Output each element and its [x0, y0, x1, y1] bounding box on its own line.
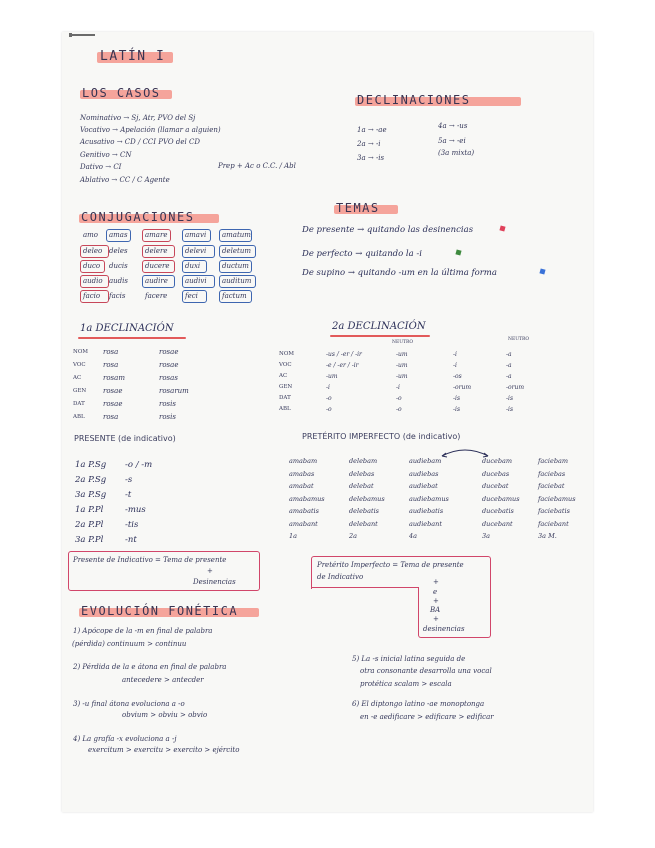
neutro-label: NEUTRO [508, 337, 530, 342]
verb-form: delebas [349, 469, 375, 478]
conj-form: delevi [185, 247, 207, 255]
evolucion-item-line: antecedere > antecder [122, 676, 204, 684]
case-label: DAT [73, 401, 85, 407]
case-ending: rosae [103, 387, 123, 395]
conj-form: duco [83, 262, 101, 270]
person-ending: -mus [125, 505, 146, 515]
case-ending: -i [326, 384, 330, 391]
verb-form: audiebant [409, 519, 442, 528]
case-label: GEN [73, 388, 87, 394]
case-ending: -um [326, 373, 338, 380]
evolucion-heading: EVOLUCIÓN FONÉTICA [81, 604, 239, 618]
caso-line: Acusativo → CD / CCI PVO del CD [80, 138, 200, 146]
formula-ba: BA [430, 606, 441, 614]
case-ending: rosarum [159, 387, 189, 395]
decl1-underline [78, 337, 186, 339]
case-ending: -a [506, 362, 512, 369]
evolucion-item-line: 2) Pérdida de la e átona en final de palabra [73, 663, 227, 671]
evolucion-item-line: en -e aedificare > edificare > edificar [360, 713, 494, 721]
verb-form: delebam [349, 457, 378, 465]
tema-line: De presente → quitando las desinencias [302, 225, 474, 235]
verb-form: amabatis [289, 507, 319, 515]
verb-form: ducebatis [482, 507, 514, 515]
notebook-page [62, 32, 593, 812]
case-ending: -o [396, 395, 402, 402]
evolucion-item-line: 4) La grafía -x evoluciona a -j [73, 735, 177, 743]
formula-desinencias: desinencias [423, 625, 465, 633]
verb-form: faciebam [538, 457, 569, 465]
case-ending: -a [506, 351, 512, 358]
case-ending: -is [506, 406, 514, 413]
decl2-heading: 2a DECLINACIÓN [332, 321, 426, 332]
caso-line: Ablativo → CC / C Agente [80, 176, 170, 184]
verb-form: faciebatis [538, 507, 570, 515]
case-label: VOC [279, 362, 292, 368]
form-circle [182, 290, 207, 303]
conj-form: delere [145, 247, 168, 255]
person-label: 3a P.Pl [75, 535, 104, 545]
caso-line: Vocativo → Apelación (llamar a alguien) [80, 126, 221, 134]
verb-form: amabant [289, 519, 318, 528]
case-label: ABL [73, 414, 85, 420]
declinaciones-heading: DECLINACIONES [357, 93, 471, 107]
verb-form: audiebas [409, 469, 439, 478]
case-ending: -um [396, 373, 408, 380]
formula-box-edge [311, 587, 419, 588]
conj-form: amas [109, 231, 128, 239]
presente-formula-line: Presente de Indicativo = Tema de presente [73, 556, 227, 564]
conj-form: audio [83, 277, 103, 285]
case-label: AC [279, 373, 288, 379]
formula-plus: + [433, 615, 439, 623]
form-circle [219, 229, 252, 242]
case-label: NOM [73, 349, 88, 355]
person-ending: -o / -m [125, 460, 153, 470]
form-circle [142, 260, 175, 273]
evolucion-item-line: otra consonante desarrolla una vocal [360, 667, 492, 675]
case-ending: -e / -er / -ir [326, 362, 359, 369]
verb-form: audiebat [409, 482, 438, 490]
verb-form: ducebamus [482, 494, 520, 503]
case-ending: -us / -er / -ir [326, 351, 362, 358]
verb-form: ducebas [482, 469, 510, 478]
verb-form: amabam [289, 457, 318, 465]
verb-form: faciebat [538, 482, 565, 490]
imperfecto-heading: PRETÉRITO IMPERFECTO (de indicativo) [302, 432, 461, 441]
case-label: ABL [279, 406, 291, 412]
conj-form: facio [83, 292, 101, 300]
evolucion-item-line: 6) El diptongo latino -ae monoptonga [352, 700, 485, 708]
case-ending: -um [396, 362, 408, 369]
case-ending: -orum [453, 384, 472, 391]
evolucion-item-line: 1) Apócope de la -m en final de palabra [73, 627, 213, 635]
conj-form: audis [109, 277, 128, 285]
case-ending: rosam [103, 374, 125, 382]
case-label: DAT [279, 395, 291, 401]
conj-form: facere [145, 292, 168, 300]
person-label: 3a P.Sg [75, 490, 107, 500]
verb-form: faciebas [538, 469, 566, 478]
verb-form: ducebat [482, 482, 509, 490]
person-ending: -s [125, 475, 133, 485]
form-circle [106, 229, 131, 242]
imperfecto-formula-line: Pretérito Imperfecto = Tema de presente [317, 561, 464, 569]
case-ending: rosae [159, 361, 179, 369]
formula-plus: + [433, 578, 439, 586]
imperfecto-formula-line: de Indicativo [317, 573, 364, 581]
decl-summary-left: 1a → -ae [357, 126, 387, 134]
person-label: 2a P.Sg [75, 475, 107, 485]
verb-form: ducebam [482, 457, 513, 465]
verb-form: delebant [349, 519, 378, 528]
verb-form: audiebatis [409, 507, 444, 515]
case-label: AC [73, 375, 82, 381]
neutro-label: NEUTRO [392, 340, 414, 345]
case-label: NOM [279, 351, 294, 357]
form-circle [219, 275, 256, 288]
evolucion-item-line: obvium > obviu > obvio [122, 711, 208, 719]
verb-form: faciebant [538, 519, 569, 528]
case-ending: rosis [159, 400, 176, 408]
conj-form: deletum [222, 247, 251, 255]
case-ending: -o [396, 406, 402, 413]
case-ending: -os [453, 373, 462, 380]
case-ending: -a [506, 373, 512, 380]
case-ending: -i [453, 362, 457, 369]
tema-line: De perfecto → quitando la -i [302, 249, 423, 259]
page-title: LATÍN I [100, 49, 166, 64]
case-ending: rosae [103, 400, 123, 408]
conj-form: deles [109, 247, 128, 255]
conj-form: amavi [185, 231, 207, 239]
verb-form: delebat [349, 482, 374, 490]
case-ending: -o [326, 395, 332, 402]
prep-note: Prep + Ac o C.C. / Abl [218, 162, 296, 170]
verb-form: amabat [289, 482, 314, 490]
case-ending: rosa [103, 413, 119, 421]
person-label: 1a P.Sg [75, 460, 107, 470]
case-ending: rosa [103, 361, 119, 369]
conj-form: feci [185, 292, 198, 300]
form-circle [142, 245, 175, 258]
evolucion-item-line: 3) -u final átona evoluciona a -o [73, 700, 185, 708]
verb-form: delebatis [349, 507, 379, 515]
form-circle [142, 275, 175, 288]
case-label: VOC [73, 362, 86, 368]
verb-form: ducebant [482, 519, 513, 528]
evolucion-item-line: (pérdida) continuum > continuu [72, 640, 187, 648]
verb-form: audiebamus [409, 494, 449, 503]
conjugation-label: 3a [482, 532, 491, 540]
form-circle [182, 260, 207, 273]
conj-form: audivi [185, 277, 207, 285]
casos-heading: LOS CASOS [82, 86, 161, 100]
person-ending: -nt [125, 535, 137, 545]
form-circle [219, 260, 252, 273]
case-ending: rosa [103, 348, 119, 356]
case-ending: -i [396, 384, 400, 391]
caso-line: Genitivo → CN [80, 151, 132, 159]
caso-line: Dativo → CI [80, 163, 122, 171]
case-ending: rosas [159, 374, 178, 382]
conj-form: amare [145, 231, 168, 239]
conj-form: deleo [83, 247, 103, 255]
form-circle [80, 275, 109, 288]
conj-form: amo [83, 231, 99, 239]
decl-summary-left: 3a → -is [357, 154, 385, 162]
case-ending: -o [326, 406, 332, 413]
case-ending: -is [506, 395, 514, 402]
temas-heading: TEMAS [336, 201, 380, 215]
conj-form: factum [222, 292, 247, 300]
form-circle [219, 245, 256, 258]
tema-line: De supino → quitando -um en la última forma [302, 268, 497, 278]
decl1-heading: 1a DECLINACIÓN [80, 323, 174, 334]
verb-form: amabas [289, 469, 315, 478]
conj-form: auditum [222, 277, 252, 285]
paper-corner-mark [69, 34, 95, 36]
form-circle [182, 229, 211, 242]
evolucion-item-line: protética scalam > escala [360, 680, 452, 688]
presente-heading: PRESENTE (de indicativo) [74, 434, 176, 443]
person-ending: -t [125, 490, 132, 500]
case-ending: -is [453, 406, 461, 413]
conjugaciones-heading: CONJUGACIONES [81, 210, 195, 224]
verb-form: audiebam [409, 457, 442, 465]
conjugation-label: 2a [349, 532, 358, 540]
form-circle [80, 260, 105, 273]
case-label: GEN [279, 384, 293, 390]
decl2-underline [330, 335, 430, 337]
presente-formula-plus: + [207, 567, 213, 575]
conjugation-label: 1a [289, 532, 298, 540]
conj-form: ducere [145, 262, 170, 270]
conj-form: ductum [222, 262, 249, 270]
verb-form: faciebamus [538, 494, 576, 503]
decl-summary-right: (3a mixta) [438, 149, 475, 157]
evolucion-item-line: exercitum > exercitu > exercito > ejército [88, 746, 240, 754]
form-circle [182, 245, 215, 258]
case-ending: -um [396, 351, 408, 358]
conjugation-label: 4a [409, 532, 418, 540]
presente-formula-line: Desinencias [193, 578, 236, 586]
case-ending: -orum [506, 384, 525, 391]
verb-form: delebamus [349, 494, 385, 503]
conj-form: duxi [185, 262, 201, 270]
person-label: 1a P.Pl [75, 505, 104, 515]
caso-line: Nominativo → Sj, Atr, PVO del Sj [80, 114, 196, 122]
verb-form: amabamus [289, 494, 325, 503]
case-ending: rosis [159, 413, 176, 421]
decl-summary-left: 2a → -i [357, 140, 381, 148]
conj-form: ducis [109, 262, 128, 270]
formula-e: e [433, 588, 438, 596]
form-circle [182, 275, 215, 288]
formula-plus: + [433, 597, 439, 605]
person-label: 2a P.Pl [75, 520, 104, 530]
case-ending: -is [453, 395, 461, 402]
conj-form: amatum [222, 231, 251, 239]
evolucion-item-line: 5) La -s inicial latina seguida de [352, 655, 466, 663]
decl-summary-right: 4a → -us [438, 122, 468, 130]
conj-form: audire [145, 277, 168, 285]
form-circle [80, 245, 109, 258]
form-circle [80, 290, 109, 303]
person-ending: -tis [125, 520, 139, 530]
conjugation-label: 3a M. [538, 532, 557, 540]
form-circle [219, 290, 252, 303]
case-ending: rosae [159, 348, 179, 356]
decl-summary-right: 5a → -ei [438, 137, 466, 145]
form-circle [142, 229, 171, 242]
conj-form: facis [109, 292, 126, 300]
case-ending: -i [453, 351, 457, 358]
